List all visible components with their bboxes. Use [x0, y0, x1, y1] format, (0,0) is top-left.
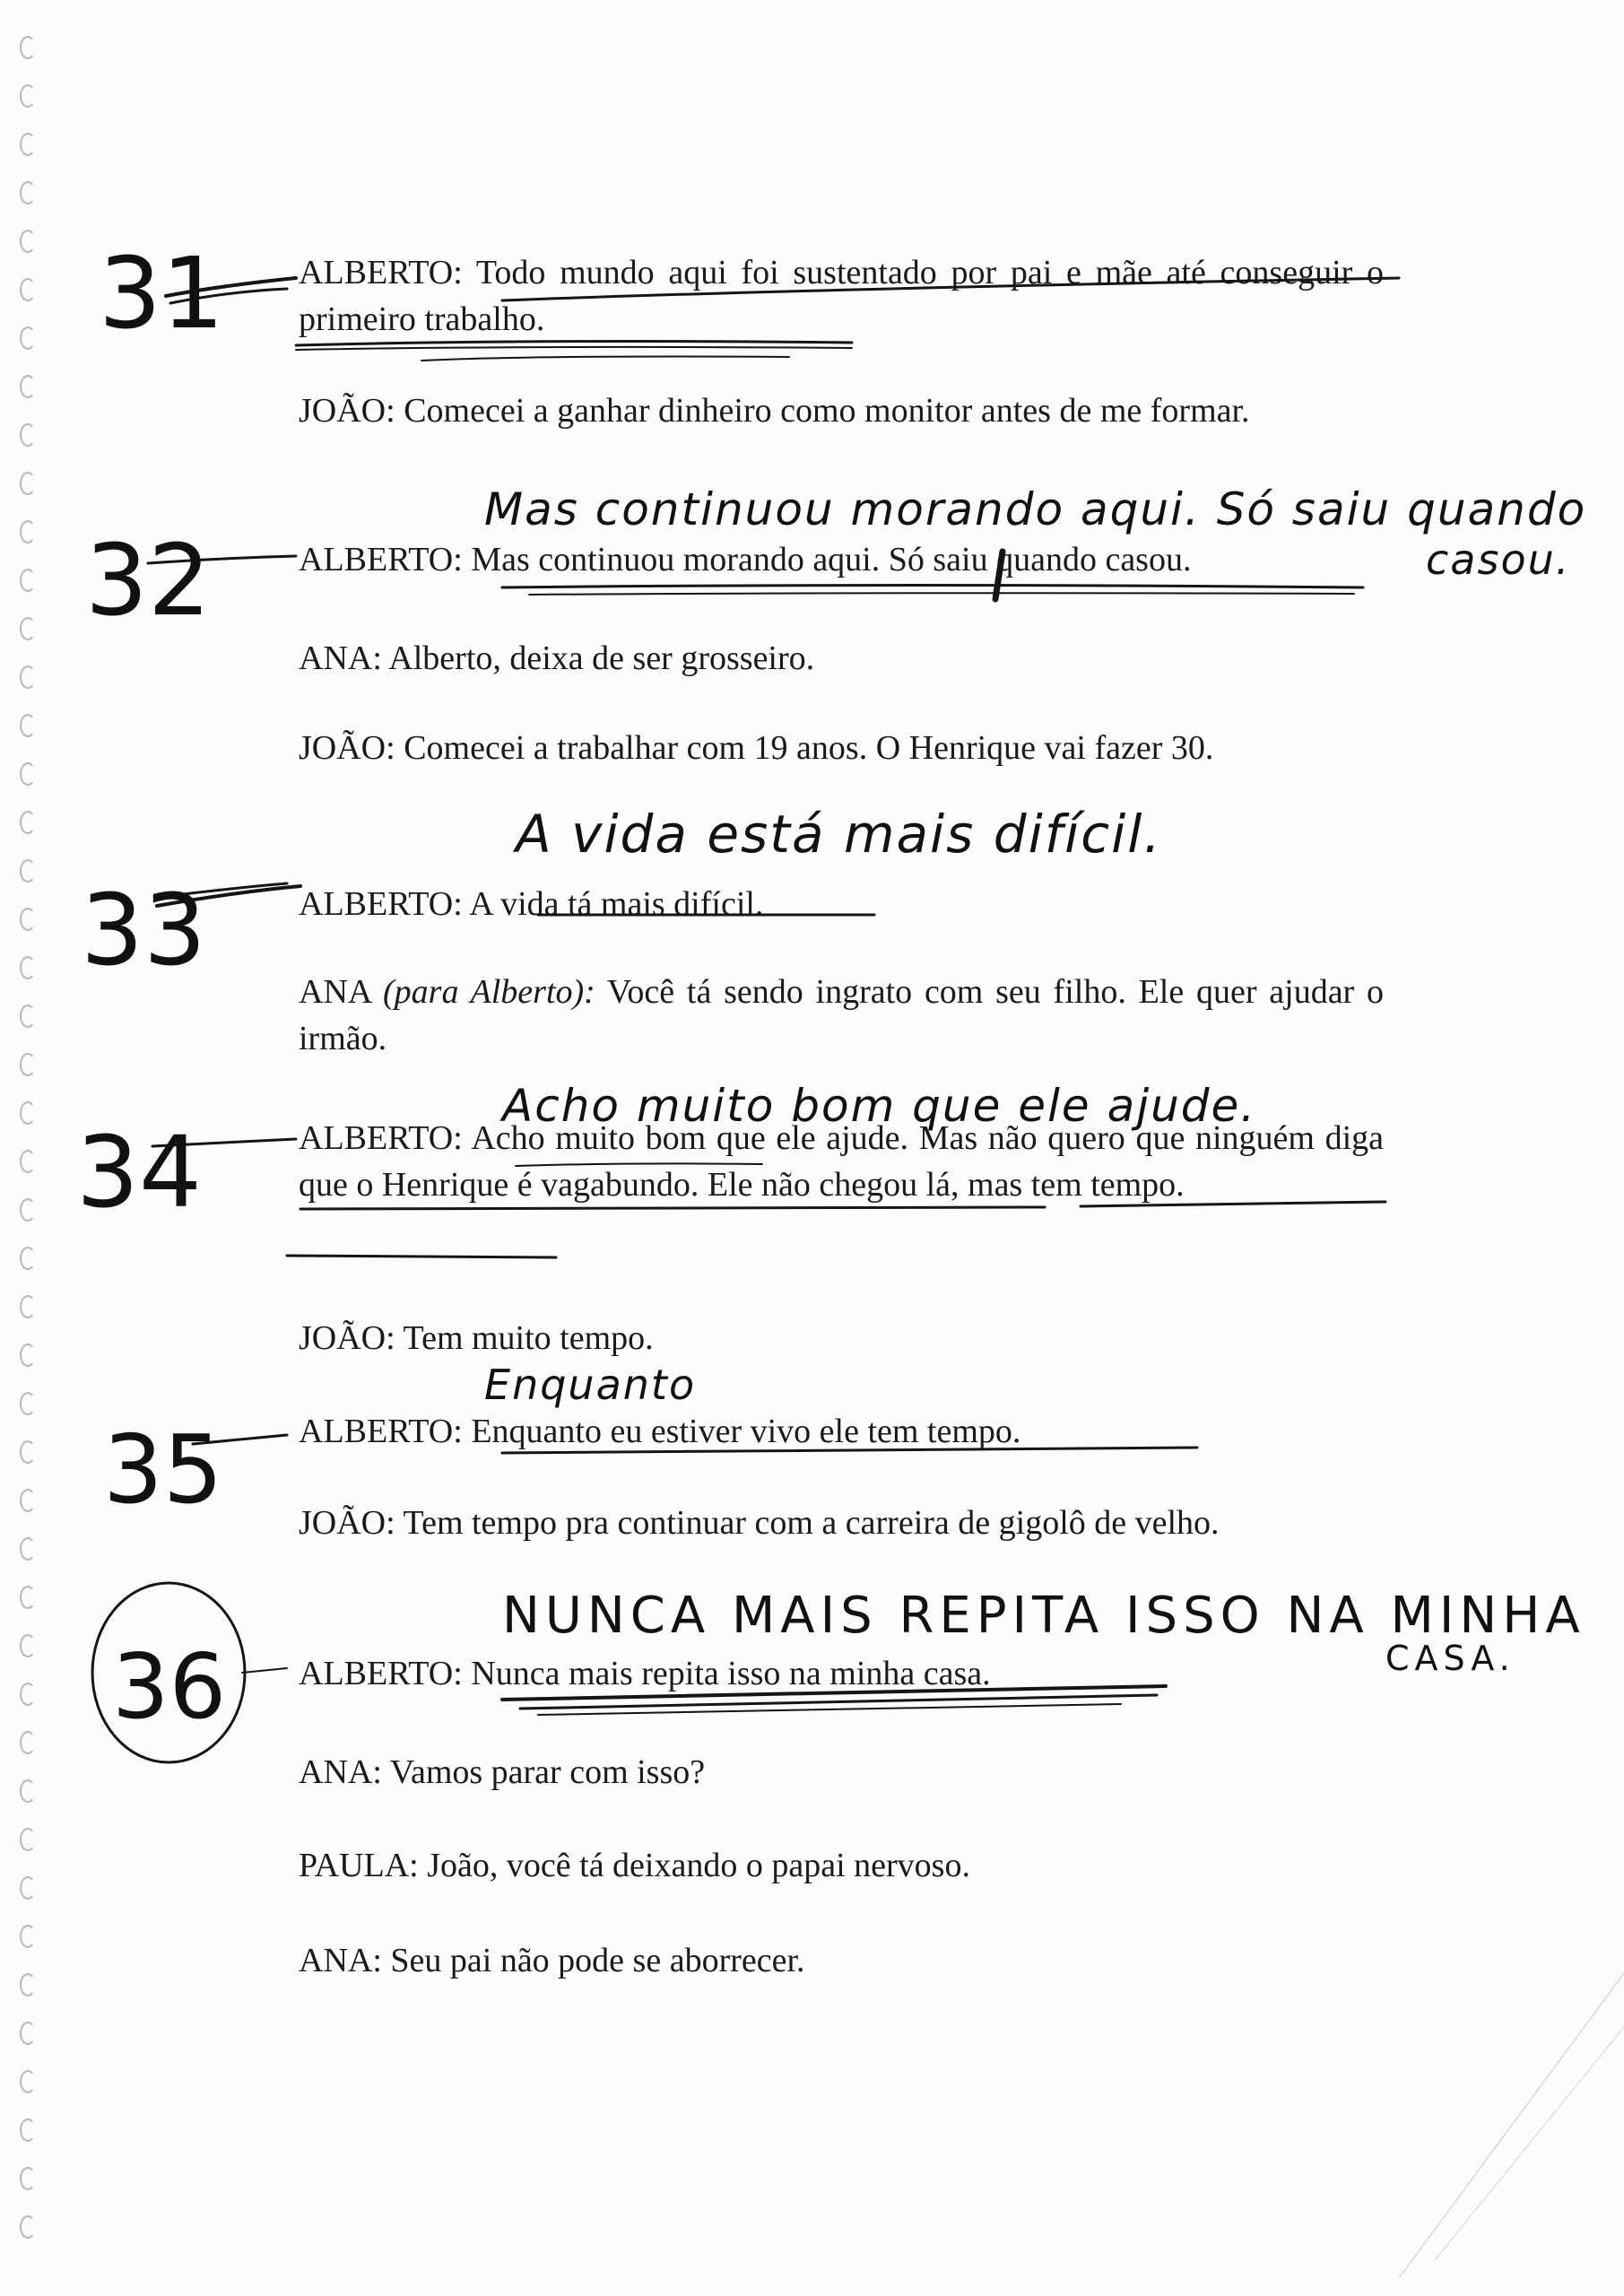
handwritten-note: CASA.	[1385, 1639, 1515, 1678]
stage-direction: (para Alberto):	[383, 973, 595, 1011]
dialogue-text: Alberto, deixa de ser grosseiro.	[388, 639, 815, 677]
handwritten-note: casou.	[1426, 535, 1571, 584]
speaker-name: ALBERTO:	[299, 541, 463, 578]
dialogue-text: João, você tá deixando o papai nervoso.	[427, 1847, 970, 1884]
dialogue-text: Mas continuou morando aqui. Só saiu quando casou.	[471, 541, 1192, 578]
speaker-name: JOÃO:	[299, 392, 395, 430]
speaker-name: ANA:	[299, 1942, 382, 1979]
handwritten-note: A vida está mais difícil.	[516, 804, 1162, 865]
dialogue-text: Todo mundo aqui foi sustentado por pai e mãe até conseguir o primeiro trabalho.	[299, 254, 1384, 338]
speaker-name: ANA	[299, 973, 371, 1011]
dialogue-text: Comecei a ganhar dinheiro como monitor antes de me formar.	[404, 392, 1250, 430]
speaker-name: JOÃO:	[299, 1504, 395, 1542]
dialogue-text: Seu pai não pode se aborrecer.	[390, 1942, 805, 1979]
dialogue-text: Acho muito bom que ele ajude. Mas não quero que ninguém diga que o Henrique é vagabundo. Ele não chegou lá, mas tem tempo.	[299, 1119, 1384, 1204]
margin-number: 33	[81, 873, 206, 987]
speaker-name: ANA:	[299, 639, 382, 677]
margin-number: 36	[112, 1634, 227, 1739]
dialogue-text: Comecei a trabalhar com 19 anos. O Henrique vai fazer 30.	[404, 729, 1214, 767]
dialogue-text: Enquanto eu estiver vivo ele tem tempo.	[471, 1413, 1021, 1450]
speaker-name: JOÃO:	[299, 729, 395, 767]
margin-number: 31	[99, 236, 224, 351]
handwritten-note: Mas continuou morando aqui. Só saiu quando	[484, 483, 1587, 535]
handwritten-note: Enquanto	[484, 1361, 697, 1409]
speaker-name: JOÃO:	[299, 1319, 395, 1357]
margin-number: 32	[85, 523, 211, 638]
dialogue-text: Tem muito tempo.	[403, 1319, 654, 1357]
dialogue-text: Tem tempo pra continuar com a carreira de gigolô de velho.	[403, 1504, 1220, 1542]
speaker-name: ALBERTO:	[299, 1655, 463, 1692]
handwritten-note: Acho muito bom que ele ajude.	[502, 1080, 1257, 1132]
dialogue-text: Nunca mais repita isso na minha casa.	[471, 1655, 991, 1692]
dialogue-text: Vamos parar com isso?	[389, 1753, 706, 1791]
speaker-name: ANA:	[299, 1753, 382, 1791]
speaker-name: ALBERTO:	[299, 1119, 463, 1157]
speaker-name: ALBERTO:	[299, 254, 463, 291]
dialogue-text: Você tá sendo ingrato com seu filho. Ele quer ajudar o irmão.	[299, 973, 1384, 1057]
speaker-name: PAULA:	[299, 1847, 419, 1884]
speaker-name: ALBERTO:	[299, 1413, 463, 1450]
margin-number: 34	[76, 1115, 202, 1230]
handwritten-note: NUNCA MAIS REPITA ISSO NA MINHA	[502, 1587, 1585, 1645]
dialogue-text: A vida tá mais difícil.	[469, 885, 764, 923]
margin-number: 35	[103, 1415, 223, 1525]
speaker-name: ALBERTO:	[299, 885, 463, 923]
